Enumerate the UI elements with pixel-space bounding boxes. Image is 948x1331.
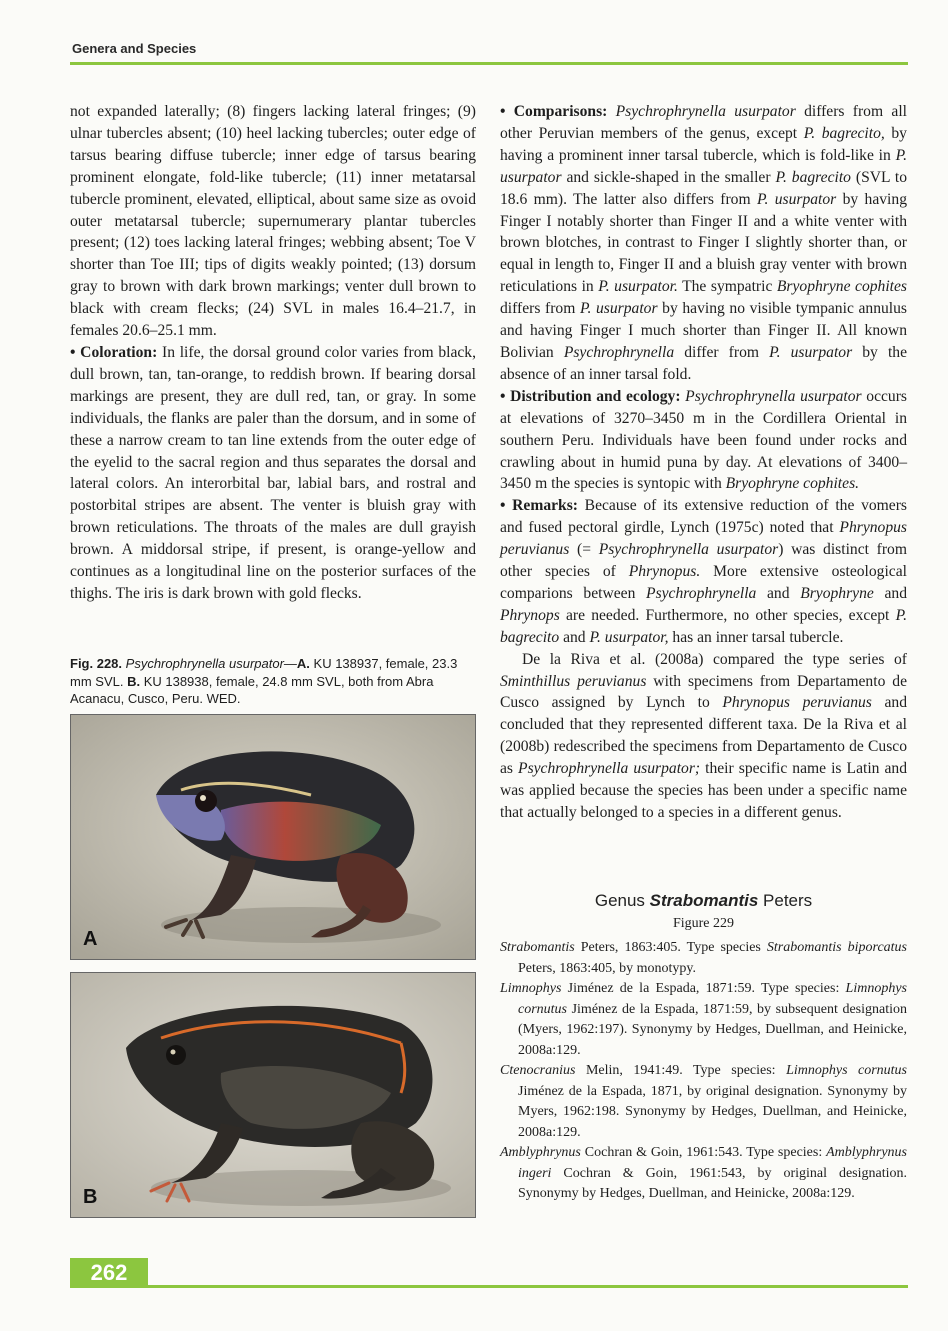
remarks-paragraph: [500, 495, 907, 648]
italic-taxon: P. bagrecito: [500, 606, 907, 646]
italic-taxon: Bryophryne cophites: [776, 278, 907, 296]
frog-photo-a: [70, 714, 476, 960]
synonym-entry: [500, 979, 907, 1061]
photo-a-letter: A: [83, 928, 98, 950]
text-run: are needed. Furthermore, no other species, except: [559, 606, 896, 624]
italic-taxon: Ctenocranius: [500, 1063, 576, 1078]
figure-a-text: KU 138937, female, 23.3 mm SVL.: [70, 656, 458, 689]
text-run: differs from all other Peruvian members of the genus, except: [500, 103, 907, 142]
italic-taxon: Phrynopus.: [628, 563, 701, 581]
figure-species: Psychrophrynella usurpator: [125, 656, 284, 671]
distribution-paragraph: [500, 386, 907, 496]
diagnosis-continuation: not expanded laterally; (8) fingers lacking lateral fringes; (9) ulnar tubercles absent; (10) heel lacking tubercles; outer edge of tarsus bearing diffuse tubercle; inner edge of tarsus bearing prominent elongate, fold-like tubercle; (11) inner metatarsal tubercle prominent, elevated, elliptical, about same size as ovoid outer metatarsal tubercle; supernumerary plantar tubercles present; (12) toes lacking lateral fringes; webbing absent; Toe V shorter than Toe III; tips of digits weakly pointed; (13) dorsum gray to brown with dark brown markings; venter dull brown to black with cream flecks; (24) SVL in males 16.4–21.7, in females 20.6–25.1 mm.: [70, 103, 476, 340]
italic-taxon: Bryophryne: [800, 584, 874, 602]
italic-taxon: Strabomantis biporcatus: [766, 940, 907, 955]
text-run: Cochran & Goin, 1961:543, by original designation. Synonymy by Hedges, Duellman, and Heinicke, 2008a:129.: [518, 1165, 907, 1201]
italic-taxon: Psychrophrynella: [563, 343, 675, 361]
italic-taxon: P. usurpator,: [589, 628, 669, 646]
footer-rule: [148, 1285, 908, 1288]
genus-figure-ref: Figure 229: [672, 916, 735, 931]
italic-taxon: Limnophys: [500, 981, 562, 996]
remarks-heading: • Remarks:: [500, 497, 578, 515]
text-run: ) was distinct from other species of: [500, 541, 907, 581]
text-run: with specimens from Departamento de Cusco assigned by Lynch to: [500, 672, 907, 712]
italic-taxon: P. usurpator: [579, 300, 658, 318]
italic-taxon: Phrynopus peruvianus: [500, 519, 907, 559]
synonym-list: [500, 938, 907, 1205]
photo-b-letter: B: [83, 1186, 98, 1208]
text-run: by having no visible tympanic annulus and having Finger I much shorter than Finger II. All known Bolivian: [500, 300, 907, 361]
left-column: [70, 101, 476, 605]
text-run: More extensive osteological comparions between: [500, 563, 907, 602]
italic-taxon: Phrynopus peruvianus: [722, 694, 872, 712]
italic-taxon: Psychrophrynella usurpator: [685, 387, 862, 405]
text-run: Peters, 1863:405. Type species: [574, 940, 767, 955]
comparisons-heading: • Comparisons:: [500, 103, 608, 120]
genus-prefix: Genus: [594, 891, 650, 910]
italic-taxon: P. bagrecito: [775, 168, 851, 186]
page-number: 262: [70, 1258, 148, 1288]
italic-taxon: Psychrophrynella usurpator: [598, 541, 779, 559]
text-run: Cochran & Goin, 1961:543. Type species:: [580, 1145, 827, 1160]
text-run: (=: [569, 541, 599, 559]
figure-b-label: B.: [127, 673, 141, 689]
remarks-text: [500, 497, 907, 645]
distribution-heading: • Distribution and ecology:: [500, 387, 681, 405]
text-run: differs from: [500, 300, 580, 318]
genus-name: Strabomantis: [649, 891, 759, 910]
italic-taxon: Phrynops: [500, 606, 560, 624]
figure-a-label: A.: [296, 656, 310, 671]
text-run: Melin, 1941:49. Type species:: [575, 1063, 787, 1078]
italic-taxon: Psychrophrynella usurpator: [615, 103, 796, 120]
text-run: [607, 103, 615, 120]
italic-taxon: Bryophryne cophites.: [725, 475, 860, 493]
text-run: and concluded that they represented different taxa. De la Riva et al (2008b) redescribed the specimens from Departamento de Cusco as: [500, 694, 907, 778]
text-run: occurs at elevations of 3270–3450 m in the Cordillera Oriental in southern Peru. Individuals have been found under rocks and crawling about in humid puna by day. At elevations of 3400–3450 m the species is syntopic with: [500, 387, 907, 493]
text-run: differ from: [674, 343, 770, 361]
caption-dash: —: [283, 656, 297, 671]
synonym-entry: [500, 1143, 907, 1205]
figure-label: Fig. 228.: [70, 656, 123, 671]
text-run: by having Finger I notably shorter than Finger II and a white venter with brown blotches, in contrast to Finger I slightly shorter than, or equal in length to, Finger II and a bluish gray venter with brown reticulations in: [500, 190, 907, 296]
delariva-paragraph: [500, 649, 907, 824]
italic-taxon: Amblyphrynus ingeri: [518, 1145, 907, 1181]
delariva-text: [500, 651, 907, 821]
running-header: Genera and Species: [72, 41, 197, 56]
text-run: has an inner tarsal tubercle.: [668, 628, 844, 646]
text-run: and: [559, 628, 590, 646]
text-run: Jiménez de la Espada, 1871:59, by subsequent designation (Myers, 1962:197). Synonymy by Hedges, Duellman, and Heinicke, 2008a:129.: [518, 1001, 907, 1058]
italic-taxon: P. usurpator.: [598, 278, 678, 296]
text-run: Jiménez de la Espada, 1871, by original designation. Synonymy by Myers, 1962:198. Synonymy by Hedges, Duellman, and Heinicke, 2008a:129.: [518, 1083, 907, 1140]
text-run: by having a prominent inner tarsal tubercle, which is fold-like in: [500, 124, 907, 164]
text-run: (SVL to 18.6 mm). The latter also differs from: [500, 168, 908, 208]
text-run: and: [873, 584, 907, 602]
italic-taxon: Limnophys cornutus: [786, 1063, 907, 1078]
synonym-entry: [500, 1061, 907, 1143]
text-run: by the absence of an inner tarsal fold.: [500, 343, 908, 383]
text-run: their specific name is Latin and was applied because the species has been under a specific name that actually belonged to a species in a different genus.: [500, 760, 908, 821]
synonym-entry: [500, 938, 907, 979]
italic-taxon: Amblyphrynus: [500, 1145, 581, 1160]
italic-taxon: Sminthillus peruvianus: [500, 672, 647, 690]
italic-taxon: P. usurpator: [756, 190, 837, 208]
figure-b-text: KU 138938, female, 24.8 mm SVL, both from Abra Acanacu, Cusco, Peru. WED.: [70, 673, 434, 706]
comparisons-paragraph: [500, 101, 907, 386]
text-run: Jiménez de la Espada, 1871:59. Type species:: [561, 981, 846, 996]
frog-photo-b: [70, 972, 476, 1218]
genus-heading: [500, 891, 907, 911]
comparisons-text: [500, 103, 907, 383]
genus-suffix: Peters: [758, 891, 813, 910]
coloration-text: In life, the dorsal ground color varies from black, dull brown, tan, tan-orange, to reddish brown. If bearing dorsal markings are present, they are dull red, tan, or gray. In some individuals, the flanks are paler than the dorsum, and in some of these a narrow cream to tan line extends from the outer edge of the eyelid to the sacral region and thus separates the dorsal and lateral colors. An interorbital bar, labial bars, and rostral and postorbital stripes are absent. The venter is bluish gray with brown reticulations. The throats of the males are dull grayish brown. A middorsal stripe, if present, is orange-yellow and continues as a longitudinal line on the posterior surfaces of the thighs. The iris is dark brown with gold flecks.: [70, 343, 477, 602]
italic-taxon: P. usurpator: [769, 343, 853, 361]
coloration-paragraph: [70, 342, 476, 605]
italic-taxon: P. usurpator: [500, 146, 907, 186]
italic-taxon: Psychrophrynella: [646, 584, 757, 602]
frog-b-illustration: [71, 973, 476, 1218]
text-run: and: [756, 584, 801, 602]
coloration-heading: • Coloration:: [70, 343, 158, 361]
italic-taxon: Psychrophrynella usurpator;: [518, 760, 701, 778]
italic-taxon: Strabomantis: [500, 940, 575, 955]
text-run: and sickle-shaped in the smaller: [561, 168, 776, 186]
figure-caption: [70, 655, 476, 708]
text-run: The sympatric: [677, 278, 777, 296]
header-rule: [70, 62, 908, 65]
italic-taxon: Limnophys cornutus: [518, 981, 907, 1017]
italic-taxon: P. bagrecito,: [803, 124, 885, 142]
text-run: De la Riva et al. (2008a) compared the type series of: [522, 650, 907, 668]
frog-a-illustration: [71, 715, 476, 960]
right-column: [500, 101, 907, 824]
text-run: Because of its extensive reduction of the vomers and fused pectoral girdle, Lynch (1975c) noted that: [500, 497, 907, 537]
text-run: Peters, 1863:405, by monotypy.: [518, 960, 696, 976]
